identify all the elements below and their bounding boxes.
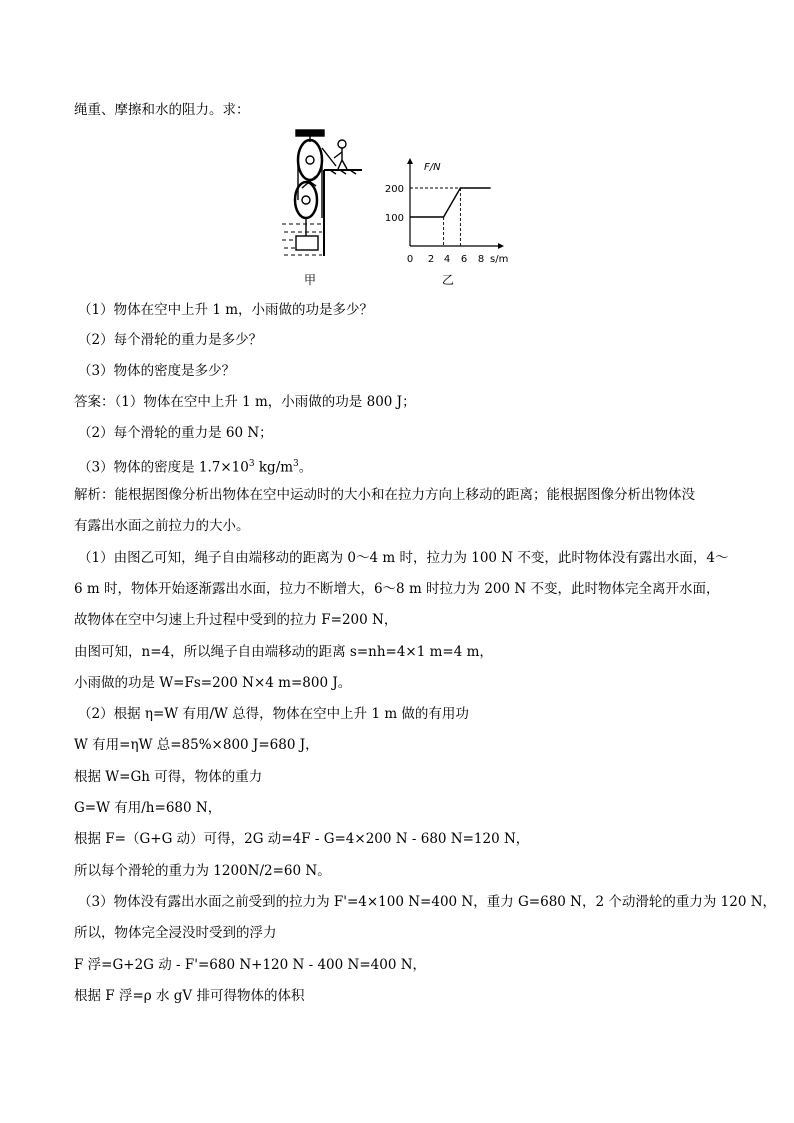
y-tick-label-100: 100 xyxy=(384,213,404,224)
answer-3-exp: 3 xyxy=(248,459,255,469)
jia-label: 甲 xyxy=(303,273,317,287)
analysis-line-6: 由图可知，n=4，所以绳子自由端移动的距离 s=nh=4×1 m=4 m， xyxy=(74,644,493,660)
answer-label: 答案： xyxy=(74,394,115,410)
analysis-line-4: 6 m 时，物体开始逐渐露出水面，拉力不断增大，6～8 m 时拉力为 200 N 不变，此时物体完全离开水面， xyxy=(74,581,720,597)
force-series-line xyxy=(410,188,491,217)
analysis-line-9: W 有用=ηW 总=85%×800 J=680 J， xyxy=(74,737,319,753)
x-axis-label: s/m xyxy=(490,254,509,265)
pulley-diagram xyxy=(282,130,362,256)
analysis-line-8: （2）根据 η=W 有用/W 总得，物体在空中上升 1 m 做的有用功 xyxy=(78,706,469,722)
question-3: （3）物体的密度是多少？ xyxy=(78,363,236,379)
analysis-line-7: 小雨做的功是 W=Fs=200 N×4 m=800 J。 xyxy=(74,675,352,691)
y-tick-label-200: 200 xyxy=(384,184,404,195)
y-axis-arrow xyxy=(407,158,413,164)
y-axis-label: F/N xyxy=(424,162,441,173)
answer-3-end: 。 xyxy=(298,459,313,476)
analysis-line-13: 所以每个滑轮的重力为 1200N/2=60 N。 xyxy=(74,863,331,879)
answer-line-1 xyxy=(74,392,416,412)
physics-figure xyxy=(0,128,794,288)
analysis-line-11: G=W 有用/h=680 N， xyxy=(74,800,222,816)
analysis-line-16: F 浮=G+2G 动 - F'=680 N+120 N - 400 N=400 N， xyxy=(74,957,427,973)
answer-3 xyxy=(78,454,312,478)
x-tick-label-4: 4 xyxy=(443,254,451,265)
question-1: （1）物体在空中上升 1 m，小雨做的功是多少？ xyxy=(78,302,374,318)
analysis-line-3: （1）由图乙可知，绳子自由端移动的距离为 0～4 m 时，拉力为 100 N 不变，此时物体没有露出水面，4～ xyxy=(78,550,729,566)
x-tick-label-8: 8 xyxy=(477,254,485,265)
analysis-line-10: 根据 W=Gh 可得，物体的重力 xyxy=(74,769,263,785)
intro-text: 绳重、摩擦和水的阻力。求： xyxy=(74,102,250,118)
x-axis-arrow xyxy=(498,243,504,249)
analysis-line-5: 故物体在空中匀速上升过程中受到的拉力 F=200 N， xyxy=(74,612,398,628)
analysis-line-12: 根据 F=（G+G 动）可得，2G 动=4F - G=4×200 N - 680 N=120 N， xyxy=(74,831,530,847)
answer-3-text: （3）物体的密度是 1.7×10 xyxy=(78,459,249,476)
answer-3-unit: kg/m xyxy=(254,459,294,476)
analysis-line-15: 所以，物体完全浸没时受到的浮力 xyxy=(74,925,277,941)
x-tick-label-6: 6 xyxy=(460,254,468,265)
x-tick-label-2: 2 xyxy=(427,254,435,265)
analysis-line-2: 有露出水面之前拉力的大小。 xyxy=(74,518,250,534)
answer-1: （1）物体在空中上升 1 m，小雨做的功是 800 J； xyxy=(114,394,416,410)
force-distance-graph xyxy=(385,158,508,265)
analysis-line-17: 根据 F 浮=ρ 水 gV 排可得物体的体积 xyxy=(74,988,305,1004)
analysis-line-14: （3）物体没有露出水面之前受到的拉力为 F'=4×100 N=400 N，重力 G=680 N，2 个动滑轮的重力为 120 N， xyxy=(78,894,777,910)
x-tick-label-0: 0 xyxy=(406,254,414,265)
question-2: （2）每个滑轮的重力是多少？ xyxy=(78,332,263,348)
answer-2: （2）每个滑轮的重力是 60 N； xyxy=(78,425,273,441)
analysis-line-1: 解析：能根据图像分析出物体在空中运动时的大小和在拉力方向上移动的距离；能根据图像分析出物体没 xyxy=(74,487,695,503)
yi-label: 乙 xyxy=(441,273,455,287)
answer-3-unit-exp: 3 xyxy=(293,459,299,469)
